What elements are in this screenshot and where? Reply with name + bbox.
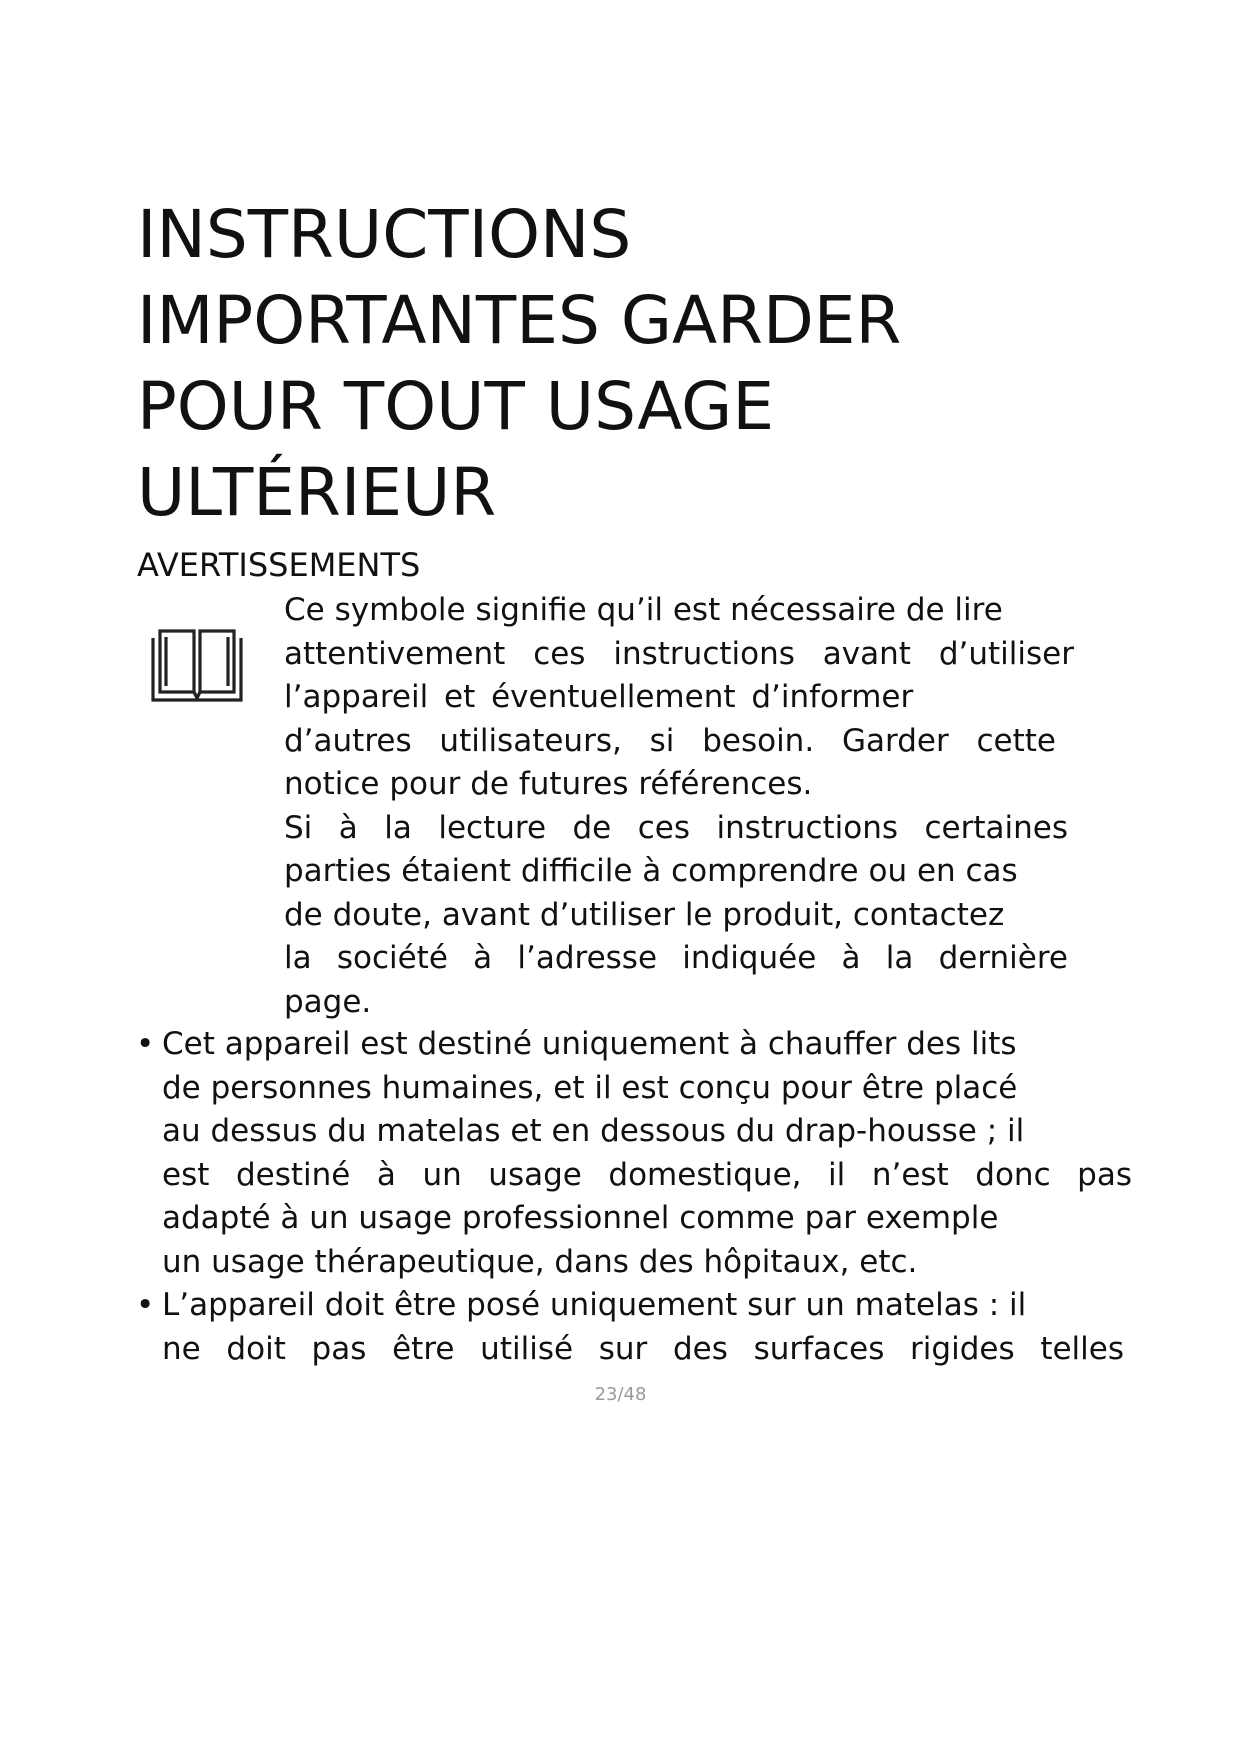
- intro-line: d’autres utilisateurs, si besoin. Garder cette: [284, 722, 1056, 759]
- list-item-line: ne doit pas être utilisé sur des surfaces rigides telles: [162, 1330, 1124, 1367]
- intro-line: de doute, avant d’utiliser le produit, contactez: [284, 896, 1005, 933]
- page-title: [137, 192, 1117, 536]
- intro-line: notice pour de futures références.: [284, 766, 813, 802]
- list-item-line: de personnes humaines, et il est conçu pour être placé: [162, 1069, 1018, 1106]
- intro-line: Ce symbole signifie qu’il est nécessaire de lire: [284, 592, 1003, 628]
- intro-line: attentivement ces instructions avant d’utiliser: [284, 635, 1074, 672]
- title-line-1: INSTRUCTIONS: [137, 196, 632, 273]
- intro-line: parties étaient difficile à comprendre ou en cas: [284, 853, 1018, 889]
- section-heading-warnings: AVERTISSEMENTS: [137, 546, 421, 584]
- intro-line: la société à l’adresse indiquée à la dernière: [284, 940, 1068, 976]
- page-number: 23/48: [594, 1384, 647, 1405]
- title-line-4: ULTÉRIEUR: [137, 454, 497, 531]
- intro-line: Si à la lecture de ces instructions certaines: [284, 809, 1068, 846]
- title-line-2: IMPORTANTES GARDER: [137, 282, 902, 359]
- open-book-icon: [150, 626, 244, 704]
- list-item-line: adapté à un usage professionnel comme par exemple: [162, 1200, 999, 1236]
- bullet-marker: •: [136, 1287, 155, 1323]
- list-item-line: au dessus du matelas et en dessous du drap-housse ; il: [162, 1113, 1025, 1149]
- list-item: [136, 1284, 1138, 1371]
- intro-paragraph: [284, 589, 1074, 1024]
- list-item-line: L’appareil doit être posé uniquement sur un matelas : il: [162, 1287, 1027, 1323]
- intro-line: l’appareil et éventuellement d’informer: [284, 679, 914, 715]
- list-item-line: un usage thérapeutique, dans des hôpitaux, etc.: [162, 1243, 918, 1280]
- list-item-line: est destiné à un usage domestique, il n’est donc pas: [162, 1156, 1132, 1193]
- list-item-line: Cet appareil est destiné uniquement à chauffer des lits: [162, 1026, 1017, 1062]
- title-line-3: POUR TOUT USAGE: [137, 368, 775, 445]
- bullet-marker: •: [136, 1026, 155, 1062]
- warnings-list: [136, 1023, 1136, 1371]
- intro-line: page.: [284, 983, 372, 1020]
- list-item: [136, 1023, 1162, 1284]
